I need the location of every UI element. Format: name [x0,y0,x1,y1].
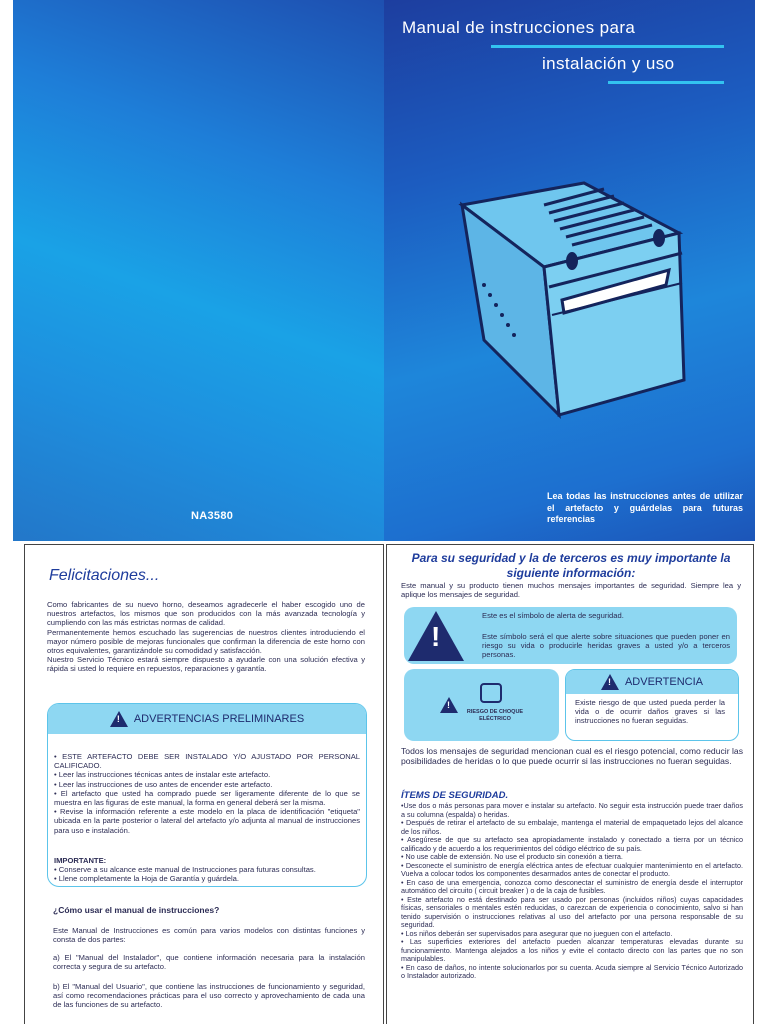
shock-risk-box [404,669,559,741]
model-number: NA3580 [191,510,234,522]
title-underline [608,81,724,84]
safety-items-title: ÍTEMS DE SEGURIDAD. [401,790,509,801]
left-page [24,544,384,1024]
manual-inner-pages [0,544,768,1024]
howto-part-b: b) El "Manual del Usuario", que contiene las instrucciones de funcionamiento y seguridad, así como recomendaciones prácticas para el uso correcto y aprovechamiento de cada una de las funciones de su artefacto. [53,982,365,1010]
howto-intro: Este Manual de Instrucciones es común para varios modelos con distintas funciones y consta de dos partes: [53,926,365,945]
box-header [566,670,738,694]
page-heading: Felicitaciones... [49,567,160,584]
cover-title-line1: Manual de instrucciones para [402,18,636,37]
safety-items: •Use dos o más personas para mover e instalar su artefacto. No seguir esta instrucción puede traer daños a su columna (espalda) o heridas. • Después de retirar el artefacto de su embalaje, mantenga el material de empaquetado lejos del alcance de los niños. • Asegúrese de que su artefacto sea apropiadamente instalado y conectado a tierra por un técnico calificado y de acuerdo a los requerimientos del código eléctrico de su país. • No use cable de extensión. No use el producto sin conexión a tierra. • Desconecte el suministro de energía eléctrica antes de efectuar cualquier mantenimiento en el artefacto. Vuelva a colocar todos los componentes desarmados antes de conectar el producto. • En caso de una emergencia, conozca como desconectar el suministro de energía desde el interruptor automático del circuito ( circuit breaker ) o de la caja de fusibles. • Este artefacto no está destinado para ser usado por personas (incluidos niños) cuyas capacidades físicas, sensoriales o mentales estén reducidas, o carezcan de experiencia o conocimiento, salvo si han tenido supervisión o instrucciones relativas al uso del artefacto por una persona responsable de su seguridad. • Los niños deberán ser supervisados para asegurar que no jueguen con el artefacto. • Las superficies exteriores del artefacto pueden alcanzar temperaturas elevadas durante su funcionamiento. Mantenga alejados a los niños y evite el contacto directo con las partes que no son manipulables. • En caso de daños, no intente solucionarlos por su cuenta. Acuda siempre al Servicio Técnico Autorizado o Instalador autorizado. [401,801,743,980]
warning-icon [601,674,619,690]
important-label: IMPORTANTE: [54,856,107,865]
safety-alert-box [404,607,737,664]
howto-part-a: a) El "Manual del Instalador", que contiene información necesaria para la instalación correcta y segura de su artefacto. [53,953,365,972]
front-cover [384,0,755,541]
preliminary-warnings-box [47,703,367,887]
box-items: • ESTE ARTEFACTO DEBE SER INSTALADO Y/O AJUSTADO POR PERSONAL CALIFICADO. • Leer las instrucciones técnicas antes de instalar este artefacto. • Leer las instrucciones de uso antes de encender este artefacto. • El artefacto que usted ha comprado puede ser ligeramente diferente de lo que se muestra en las figuras de este manual, la forma en general deberá ser la misma. • Revise la información referente a este modelo en la placa de identificación "etiqueta" ubicada en la parte posterior o lateral del artefacto y/o adjunta al manual de instrucciones para uso e instalación. [54,752,360,835]
safety-summary: Todos los mensajes de seguridad mencionan cual es el riesgo potencial, como reducir las posibilidades de heridas o lo que puede ocurrir si las instrucciones no fueran seguidas. [401,746,743,767]
warning-icon: ! [440,697,458,713]
title-underline [491,45,724,48]
cover-title-line2: instalación y uso [542,54,675,73]
shock-label: RIESGO DE CHOQUE ELÉCTRICO [466,709,524,722]
alert-symbol-icon: ! [408,611,464,661]
back-cover [13,0,384,541]
warning-box [565,669,739,741]
intro-text: Este manual y su producto tienen muchos mensajes importantes de seguridad. Siempre lea y aplique los mensajes de seguridad. [401,581,741,600]
box-header [48,704,366,734]
warning-title: ADVERTENCIA [624,676,704,688]
oven-illustration [454,175,734,425]
box-title: ADVERTENCIAS PRELIMINARES [133,713,305,725]
howto-title: ¿Cómo usar el manual de instrucciones? [53,905,220,915]
page-heading: Para su seguridad y la de terceros es muy importante la siguiente información: [411,551,731,580]
hand-shock-icon [480,683,502,703]
cover-note: Lea todas las instrucciones antes de utilizar el artefacto y guárdelas para futuras referencias [547,491,743,524]
warning-icon [110,711,128,727]
alert-description: Este símbolo será el que alerte sobre situaciones que pueden poner en riesgo su vida o producirle heridas graves a usted y/o a terceros personas. [482,632,730,660]
alert-symbol-text: Este es el símbolo de alerta de seguridad. [482,611,624,620]
intro-text: Como fabricantes de su nuevo horno, deseamos agradecerle el haber escogido uno de nuestros artefactos, los mismos que son producidos con la más avanzada tecnología y cumpliendo con las más estrictas normas de calidad. Permanentemente hemos escuchado las sugerencias de nuestros clientes introduciendo el mayor número posible de mejoras funcionales que confirman la diferencia de este horno con otros equivalentes, garantizándole su comodidad y satisfacción. Nuestro Servicio Técnico estará siempre dispuesto a ayudarle con una solución efectiva y rápida si usted lo requiere en repuestos, reparaciones y garantía. [47,600,365,674]
important-items: • Conserve a su alcance este manual de Instrucciones para futuras consultas. • Llene completamente la Hoja de Garantía y guárdela. [54,865,316,884]
warning-text: Existe riesgo de que usted pueda perder la vida o de ocurrir daños graves si las instrucciones no fueran seguidas. [575,698,725,726]
right-page [386,544,754,1024]
